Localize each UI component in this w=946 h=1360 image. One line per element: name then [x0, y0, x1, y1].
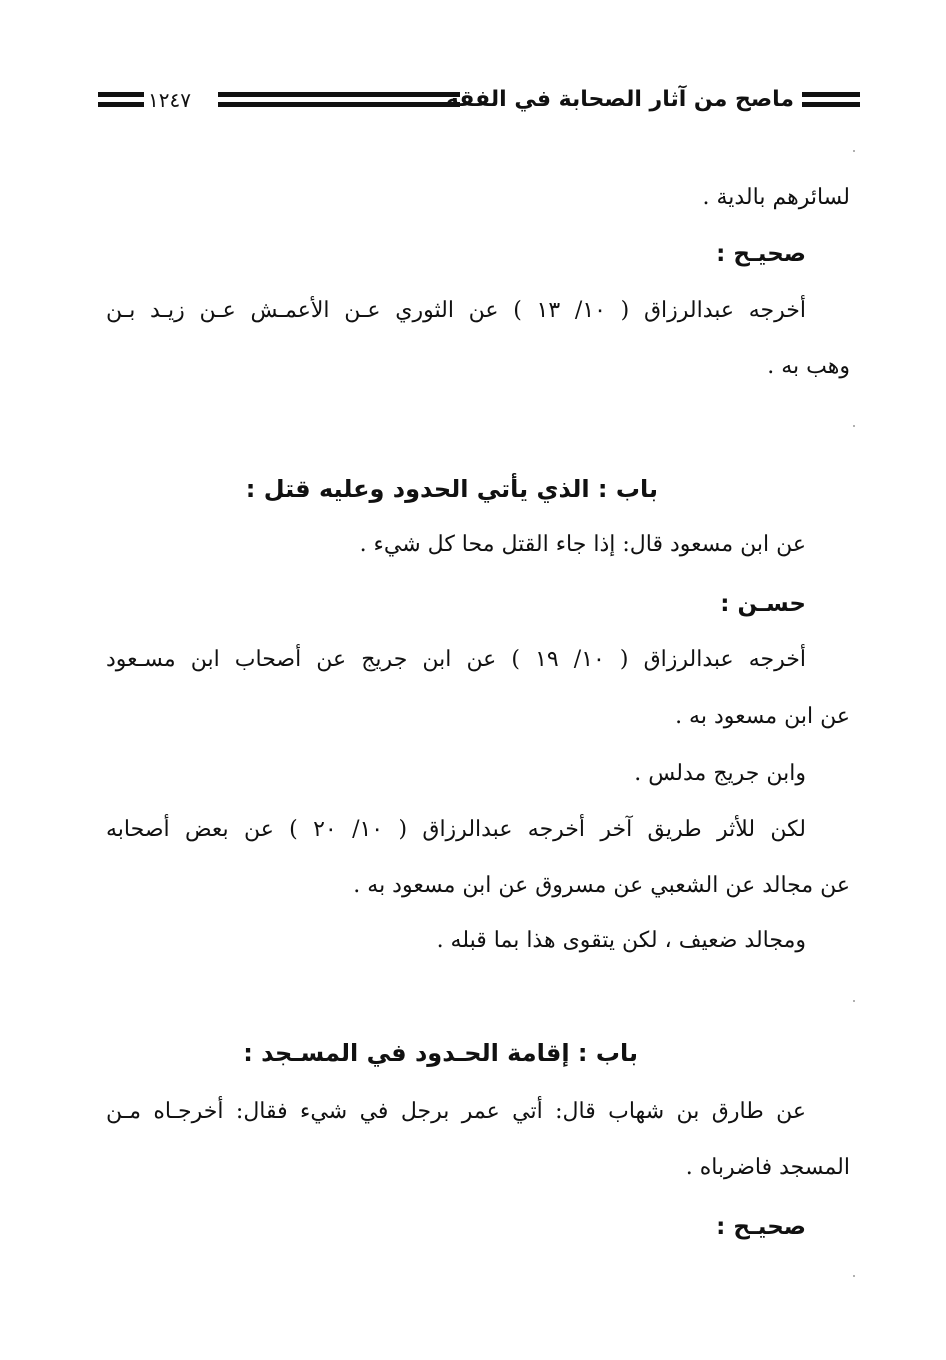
text-line: ومجالد ضعيف ، لكن يتقوى هذا بما قبله .	[436, 928, 806, 953]
margin-speck	[853, 1275, 855, 1277]
header-title: ماصح من آثار الصحابة في الفقه	[445, 87, 794, 112]
margin-speck	[853, 150, 855, 152]
text-line: عن ابن مسعود به .	[675, 704, 850, 729]
grade-heading: صحيـح :	[716, 241, 806, 267]
chapter-heading: باب : الذي يأتي الحدود وعليه قتل :	[245, 475, 658, 503]
margin-speck	[853, 1000, 855, 1002]
chapter-heading: باب : إقامة الحـدود في المسـجد :	[243, 1039, 638, 1067]
text-line: لسائرهم بالدية .	[702, 185, 850, 210]
text-line: أخرجه عبدالرزاق ( ١٠/ ١٣ ) عن الثوري عـن الأعمـش عـن زيـد بـن	[106, 298, 806, 323]
text-line: عن طارق بن شهاب قال: أتي عمر برجل في شيء فقال: أخرجـاه مـن	[106, 1099, 806, 1124]
text-line: وهب به .	[767, 354, 850, 379]
grade-heading: حسـن :	[720, 591, 806, 617]
text-line: عن مجالد عن الشعبي عن مسروق عن ابن مسعود به .	[353, 873, 850, 898]
running-header	[98, 84, 860, 118]
text-line: عن ابن مسعود قال: إذا جاء القتل محا كل شيء .	[359, 532, 806, 557]
page-number: ١٢٤٧	[148, 88, 191, 112]
text-line: أخرجه عبدالرزاق ( ١٠/ ١٩ ) عن ابن جريج عن أصحاب ابن مسـعود	[106, 647, 806, 672]
text-line: المسجد فاضرباه .	[685, 1155, 850, 1180]
grade-heading: صحيـح :	[716, 1214, 806, 1240]
text-line: وابن جريج مدلس .	[634, 761, 806, 786]
margin-speck	[853, 425, 855, 427]
text-line: لكن للأثر طريق آخر أخرجه عبدالرزاق ( ١٠/ ٢٠ ) عن بعض أصحابه	[106, 817, 807, 842]
